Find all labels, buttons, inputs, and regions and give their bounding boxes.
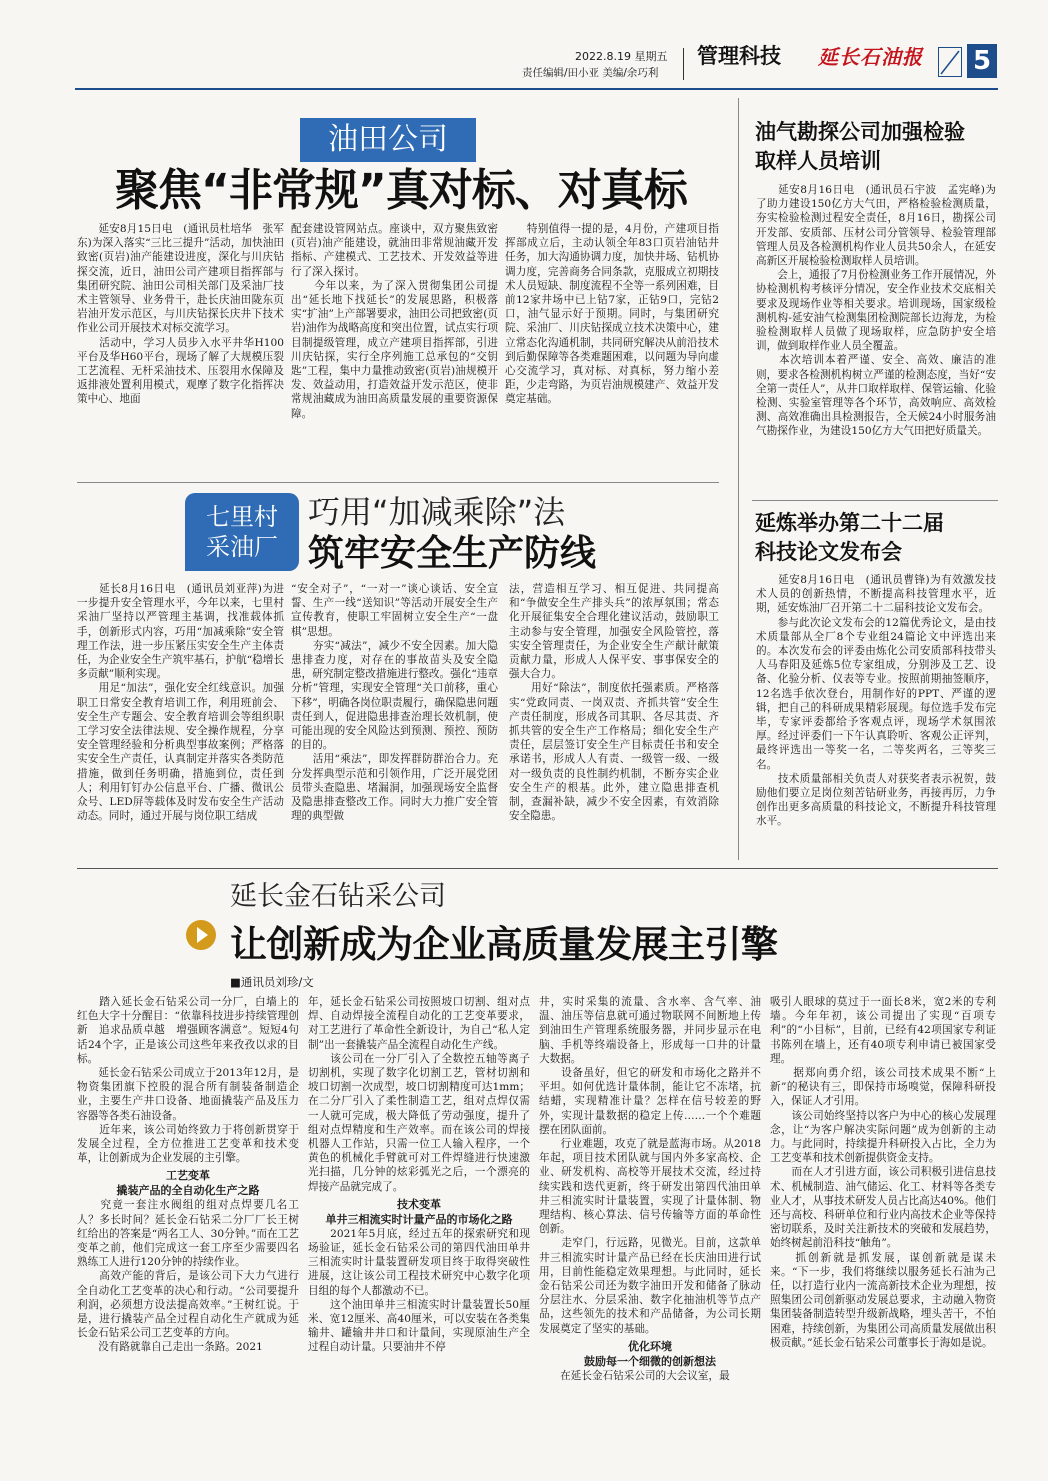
page-corner-mark: [938, 47, 962, 77]
story3-column-2: [308, 995, 530, 1455]
sidebar1-headline-line2: 取样人员培训: [755, 149, 881, 173]
sidebar2-headline-line2: 科技论文发布会: [755, 540, 902, 564]
sidebar1-body: 延安8月16日电 (通讯员石宇波 孟宪峰)为了助力建设150亿方大气田，严格检验检测质量，夯实检验检测过程安全责任，8月16日，勘探公司开发部、安质部、压材公司分管领导、检验管理部管理人员及各检测机构作业人员共50余人，在延安高新区开展检验检测取样人员培训。 会上，通报了7月份检测业务工作开展情况，外协检测机构考核评分情况，安全作业技术交底相关要求及现场作业等相关要求。培训现场，国家级检测机构-延安油气检测集团检测院部长边海龙，为检验检测取样人员做了现场取样，应急防护安全培训，做到取样作业人员全覆盖。 本次培训本着严谨、安全、高效、廉洁的准则，要求各检测机构树立严谨的检测态度，当好“安全第一责任人”，从井口取样取样、保管运输、化验检测、实验室管理等各个环节，高效响应、高效检测、高效准确出具检测报告，全天候24小时服务油气勘探作业，为建设150亿方大气田把好质量关。: [756, 184, 996, 438]
editor-credits: 责任编辑/田小亚 美编/余巧利: [522, 67, 659, 79]
sidebar2-headline-line1: 延炼举办第二十二届: [755, 511, 944, 535]
story3-subhead3-kicker: 优化环境: [628, 1339, 672, 1353]
story3-headline: 让创新成为企业高质量发展主引擎: [230, 923, 778, 966]
story2-column-1: 延长8月16日电 (通讯员刘亚萍)为进一步提升安全管理水平，今年以来，七里村采油厂坚持以严管理主基调，找准载体抓手，创新形式内容，巧用“加减乘除”安全管理工作法，进一步压紧压实安全生产主体责任，为企业安全生产筑牢基石，护航“稳增长多贡献”顺利实现。 用足“加法”，强化安全红线意识。加强职工日常安全教育培训工作，利用班前会、安全生产专题会、安全教育培训会等组织职工学习安全法律法规、安全操作规程，分享安全管理经验和分析典型事故案例；严格落实安全生产责任，认真制定并落实各类防范措施，做到任务明确，措施到位，责任到人；利用钉钉办公信息平台、广播、微讯公众号、LED屏等载体及时发布安全生产活动动态。同时，通过开展与岗位职工结成: [77, 583, 284, 823]
story3-col2-text-b: 2021年5月底，经过五年的探索研究和现场验证，延长金石钻采公司的第四代油田单井三相流实时计量装置研发项目终于取得突破性进展，这让该公司工程技术研究中心数字化项目组的每个人都激动不已。 这个油田单井三相流实时计量装置长50厘米、宽12厘米、高40厘米，可以安装在各类集输井、罐输井井口和计量间，实现原油生产全过程自动计量。只要油井不停: [308, 1227, 530, 1354]
section-title: 管理科技: [697, 44, 781, 68]
newspaper-logo: 延长石油报: [818, 45, 923, 69]
sidebar-divider: [738, 98, 739, 860]
header-divider: [683, 48, 684, 80]
story2-column-2: “安全对子”，“一对一”谈心谈话、安全宣誓、生产一线“送知识”等活动开展安全生产宣传教育，使职工牢固树立安全生产“一盘棋”思想。 夯实“减法”，减少不安全因素。加大隐患排查力度，对存在的事故苗头及安全隐患，研究制定整改措施进行整改。强化“违章分析”管理，实现安全管理“关口前移，重心下移”，明确各岗位职责履行，确保隐患问题责任到人，促进隐患排查治理长效机制，使可能出现的安全风险达到预测、预控、预防的目的。 活用“乘法”，即发挥群防群治合力。充分发挥典型示范和引领作用，广泛开展党团员带头查隐患、堵漏洞，加强现场安全监督及隐患排查整改工作。同时大力推广安全管理的典型做: [291, 583, 498, 823]
story2-headline-line1: 巧用“加减乘除”法: [308, 493, 566, 531]
story2-tag-line1: 七里村: [206, 503, 278, 531]
story1-tag: 油田公司: [300, 118, 476, 162]
sidebar1-headline-line1: 油气勘探公司加强检验: [755, 120, 965, 144]
story3-subhead1-kicker: 工艺变革: [166, 1169, 210, 1183]
story2-headline-line2: 筑牢安全生产防线: [308, 533, 597, 574]
story3-byline: ■通讯员刘珍/文: [230, 975, 314, 989]
page-number: 5: [967, 44, 997, 78]
story1-headline: 聚焦“非常规”真对标、对真标: [115, 165, 687, 216]
story3-subhead3-title: 鼓励每一个细微的创新想法: [584, 1354, 716, 1368]
story3-col1-text-b: 究竟一套注水阀组的组对点焊要几名工人？多长时间？延长金石钻采二分厂厂长王树红给出的答案是“两名工人、30分钟。”而在工艺变革之前，他们完成这一套工序至少需要四名熟练工人进行120分钟的持续作业。 高效产能的背后，是该公司下大力气进行全自动化工艺变革的决心和行动。“公司要提升利润，必须想方设法提高效率。”王树红说。于是，进行撬装产品全过程自动化生产就成为延长金石钻采公司工艺变革的方向。 没有路就靠自己走出一条路。2021: [77, 1199, 299, 1354]
story2-column-3: 法，营造相互学习、相互促进、共同提高和“争做安全生产排头兵”的浓厚氛围；常态化开展征集安全合理化建议活动，鼓励职工主动参与安全管理，加强安全风险管控，落实安全管理责任，为企业安全生产献计献策贡献力量，形成人人保平安、事事保安全的强大合力。 用好“除法”，制度依托强素质。严格落实“党政同责、一岗双责、齐抓共管”安全生产责任制度，形成各司其职、各尽其责、齐抓共管的安全生产工作格局；细化安全生产责任，层层签订安全生产目标责任书和安全承诺书，形成人人有责、一级管一级、一级对一级负责的良性制约机制，不断夯实企业安全生产的根基。此外，建立隐患排查机制，查漏补缺，减少不安全因素，有效消除安全隐患。: [509, 583, 719, 823]
story1-column-3: 特别值得一提的是，4月份，产建项目指挥部成立后，主动认领全年83口页岩油钻井任务，加大沟通协调力度，加快井场、钻机协调力度，完善商务合同条款，克服成立初期技术人员短缺、制度流程不全等一系列困难，目前12家井场中已上钻7家，正钻9口，完钻2口，油气显示好于预期。同时，与集团研究院、采油厂、川庆钻探成立技术决策中心，建立常态化沟通机制，共同研究解决从前沿技术到后勤保障等各类难题困难，以问题为导向虚心交流学习，真对标、对真标，努力缩小差距，少走弯路，为页岩油规模建产、效益开发奠定基础。: [505, 223, 719, 406]
story3-col3-text-b: 在延长金石钻采公司的大会议室，最: [539, 1369, 730, 1382]
story3-column-3: [539, 995, 761, 1455]
sidebar-story-divider: [752, 500, 998, 501]
story3-org-title: 延长金石钻采公司: [230, 881, 446, 912]
issue-date: 2022.8.19 星期五: [575, 50, 668, 63]
story3-column-4: 吸引人眼球的莫过于一面长8米，宽2米的专利墙。今年年初，该公司提出了实现“百项专利”的“小目标”，目前，已经有42项国家专利证书陈列在墙上，还有40项专利申请已被国家受理。 据郑向勇介绍，该公司技术成果不断“上新”的秘诀有三，即保持市场嗅觉，保障科研投入，保证人才引用。 该公司始终坚持以客户为中心的核心发展理念，让“为客户解决实际问题”成为创新的主动力。与此同时，持续提升科研投入占比，全力为工艺变革和技术创新提供资金支持。 而在人才引进方面，该公司积极引进信息技术、机械制造、油气储运、化工、材料等各类专业人才，从事技术研发人员占比高达40%。他们还与高校、科研单位和行业内高技术企业等保持密切联系，及时关注新技术的突破和发展趋势，始终树起前沿科技“触角”。 抓创新就是抓发展，谋创新就是谋未来。“下一步，我们将继续以服务延长石油为己任，以打造行业内一流高新技术企业为理想，按照集团公司创新驱动发展总要求，主动融入物资集团装备制造转型升级新战略，埋头苦干，不怕困难，持续创新，为集团公司高质量发展做出积极贡献。”延长金石钻采公司董事长于海如是说。: [770, 996, 996, 1349]
story3-subhead2-kicker: 技术变革: [397, 1197, 441, 1211]
story1-column-1: 延安8月15日电 (通讯员杜培华 张军东)为深入落实“三比三提升”活动，加快油田致密(页岩)油产能建设进度，深化与川庆钻探交流，近日，油田公司产建项目指挥部与集团研究院、油田公司相关部门及采油厂技术主管领导、业务骨干，赴长庆油田陇东页岩油开发示范区，与川庆钻探长庆井下技术作业公司开展技术对标交流学习。 活动中，学习人员步入水平井华H100平台及华H60平台，现场了解了大规模压裂工艺流程、无杆采油技术、压裂用水保障及返排液处置利用模式，观摩了数字化指挥决策中心、地面: [77, 223, 284, 406]
story3-subhead1-title: 撬装产品的全自动化生产之路: [116, 1184, 260, 1198]
story1-column-2: 配套建设管网站点。座谈中，双方聚焦致密(页岩)油产能建设，就油田非常规油藏开发指标、产建模式、工艺技术、开发效益等进行了深入探讨。 今年以来，为了深入贯彻集团公司提出“延长地下找延长”的发展思路，积极落实“扩油”上产部署要求，油田公司把致密(页岩)油作为战略高度和突出位置，试点实行项目制提级管理，成立产建项目指挥部，引进川庆钻探，实行全序列施工总承包的“交钥匙”工程，集中力量推动致密(页岩)油规模开发、效益动用，打造效益开发示范区，使非常规油藏成为油田高质量发展的重要资源保障。: [291, 223, 498, 420]
story2-tag: [185, 493, 299, 571]
story3-col2-text-a: 年，延长金石钻采公司按照坡口切割、组对点焊、自动焊接全流程自动化的工艺变革要求，对工艺进行了革命性全新设计，为自己“私人定制”出一套撬装产品全流程自动化生产线。 该公司在一分厂引入了全数控五轴等离子切割机，实现了数字化切割工艺，管材切割和坡口切割一次成型，坡口切割精度可达1mm；在二分厂引入了柔性制造工艺，组对点焊仅需一人就可完成，极大降低了劳动强度，提升了组对点焊精度和生产效率。而在该公司的焊接机器人工作站，只需一位工人输入程序，一个黄色的机械化手臂就可对工件焊缝进行快速激光扫描，几分钟的炫彩弧光之后，一个漂亮的焊接产品就完成了。: [308, 996, 530, 1193]
story2-tag-line2: 采油厂: [206, 533, 278, 561]
story3-column-1: [77, 995, 299, 1455]
story3-col1-text-a: 踏入延长金石钻采公司一分厂，白墙上的红色大字十分醒目：“依靠科技进步持续管理创新 追求品质卓越 增强顾客满意”。短短4句话24个字，正是该公司这些年来孜孜以求的目标。 延长金石钻采公司成立于2013年12月，是物资集团旗下控股的混合所有制装备制造企业，主要生产井口设备、地面撬装产品及压力容器等各类石油设备。 近年来，该公司始终致力于将创新贯穿于发展全过程，全方位推进工艺变革和技术变革，让创新成为企业发展的主引擎。: [77, 996, 299, 1165]
header-rule: [75, 88, 998, 90]
story-divider: [77, 482, 719, 483]
sidebar2-body: 延安8月16日电 (通讯员曹锋)为有效激发技术人员的创新热情，不断提高科技管理水平，近期，延安炼油厂召开第二十二届科技论文发布会。 参与此次论文发布会的12篇优秀论文，是由技术质量部从全厂8个专业组24篇论文中评选出来的。本次发布会的评委由炼化公司安质部科技带头人马春阳及延炼5位专家组成，分别涉及工艺、设备、化验分析、仪表等专业。按照前期抽签顺序，12名选手依次登台，用制作好的PPT、严谨的逻辑，把自己的科研成果精彩展现。每位选手发布完毕，专家评委都给予客观点评，现场学术氛围浓厚。经过评委们一下午认真聆听、客观公正评判，最终评选出一等奖一名，二等奖两名，三等奖三名。 技术质量部相关负责人对获奖者表示祝贺，鼓励他们要立足岗位刻苦钻研业务，再接再厉，力争创作出更多高质量的科技论文，不断提升科技管理水平。: [756, 574, 996, 828]
play-arrow-icon: [186, 920, 216, 950]
story3-col3-text-a: 井，实时采集的流量、含水率、含气率、油温、油压等信息就可通过物联网不间断地上传到油田生产管理系统服务器，并同步显示在电脑、手机等终端设备上，形成每一口井的计量大数据。 设备虽好，但它的研发和市场化之路并不平坦。如何优选计量体制，能让它不冻堵，抗结蜡，实现精准计量？怎样在信号较差的野外，实现计量数据的稳定上传……一个个难题摆在团队面前。 行业难题，攻克了就是蓝海市场。从2018年起，项目技术团队就与国内外多家高校、企业、研发机构、高校等开展技术交流，经过持续实践和迭代更新，终于研发出第四代油田单井三相流实时计量装置，实现了计量体制、物理结构、核心算法、信号传输等方面的革命性创新。 走窄门，行远路，见微光。目前，这款单井三相流实时计量产品已经在长庆油田进行试用，目前性能稳定效果理想。与此同时，延长金石钻采公司还为数字油田开发和储备了脉动分层注水、分层采油、数字化抽油机等节点产品，这些领先的技术和产品储备，为公司长期发展奠定了坚实的基础。: [539, 996, 761, 1335]
story3-subhead2-title: 单井三相流实时计量产品的市场化之路: [325, 1212, 513, 1226]
lower-section-rule: [77, 868, 998, 869]
